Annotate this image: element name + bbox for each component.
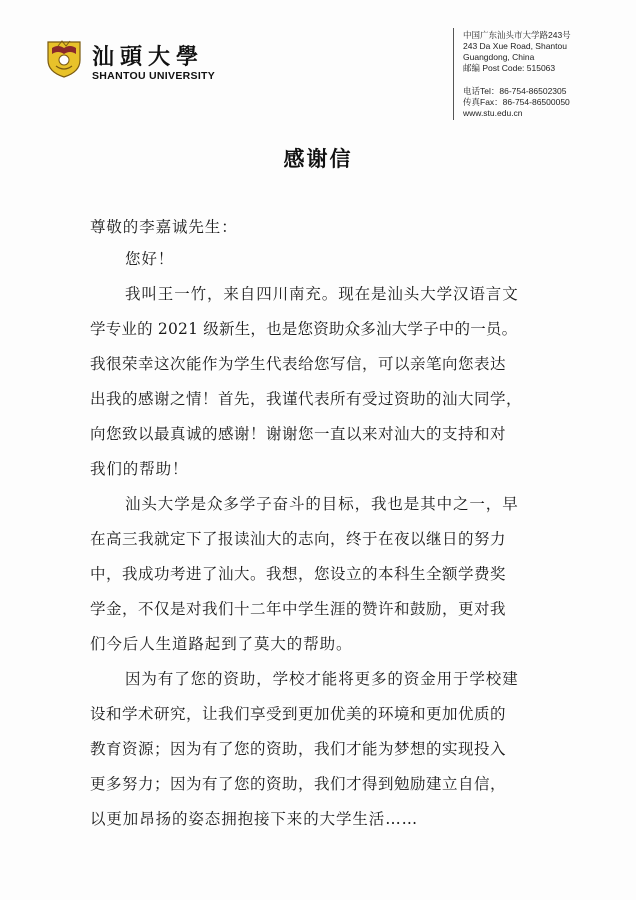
- contact-line: 243 Da Xue Road, Shantou: [463, 41, 567, 51]
- body-line: 教育资源；因为有了您的资助，我们才能为梦想的实现投入: [90, 740, 507, 758]
- body-line: 我们的帮助！: [90, 460, 189, 478]
- contact-line: 传真Fax：86-754-86500050: [463, 97, 570, 107]
- body-line: 我很荣幸这次能作为学生代表给您写信，可以亲笔向您表达: [90, 355, 507, 373]
- body-line: 我叫王一竹，来自四川南充。现在是汕头大学汉语言文: [125, 285, 519, 303]
- body-line: 中，我成功考进了汕大。我想，您设立的本科生全额学费奖: [90, 565, 507, 583]
- contact-line: www.stu.edu.cn: [463, 108, 523, 118]
- university-name-cn: 汕頭大學: [92, 44, 205, 70]
- letter-title: 感谢信: [283, 147, 353, 171]
- body-line: 出我的感谢之情！首先，我谨代表所有受过资助的汕大同学，: [90, 390, 523, 408]
- salutation: 尊敬的李嘉诚先生：: [90, 218, 238, 236]
- contact-block: [463, 30, 571, 119]
- header-divider: [453, 28, 454, 120]
- contact-line: 电话Tel：86-754-86502305: [463, 86, 567, 96]
- body-line: 在高三我就定下了报读汕大的志向，终于在夜以继日的努力: [90, 530, 507, 548]
- greeting: 您好！: [125, 250, 175, 268]
- body-line: 学金，不仅是对我们十二年中学生涯的赞许和鼓励，更对我: [90, 600, 507, 618]
- contact-line: Guangdong, China: [463, 52, 535, 62]
- university-logo: [44, 38, 244, 88]
- contact-line: 邮编 Post Code: 515063: [463, 63, 556, 73]
- body-line: 因为有了您的资助，学校才能将更多的资金用于学校建: [125, 670, 519, 688]
- body-line: 更多努力；因为有了您的资助，我们才得到勉励建立自信，: [90, 775, 507, 793]
- university-name-en: SHANTOU UNIVERSITY: [92, 70, 216, 82]
- body-line: 以更加昂扬的姿态拥抱接下来的大学生活……: [90, 810, 419, 828]
- body-line: 们今后人生道路起到了莫大的帮助。: [90, 635, 353, 653]
- contact-spacer: [463, 74, 571, 86]
- university-crest-icon: [44, 38, 84, 78]
- body-line: 学专业的 2021 级新生，也是您资助众多汕大学子中的一员。: [90, 320, 518, 338]
- body-line: 设和学术研究，让我们享受到更加优美的环境和更加优质的: [90, 705, 507, 723]
- contact-line: 中国广东汕头市大学路243号: [463, 30, 571, 40]
- body-line: 汕头大学是众多学子奋斗的目标，我也是其中之一，早: [125, 495, 519, 513]
- body-line: 向您致以最真诚的感谢！谢谢您一直以来对汕大的支持和对: [90, 425, 507, 443]
